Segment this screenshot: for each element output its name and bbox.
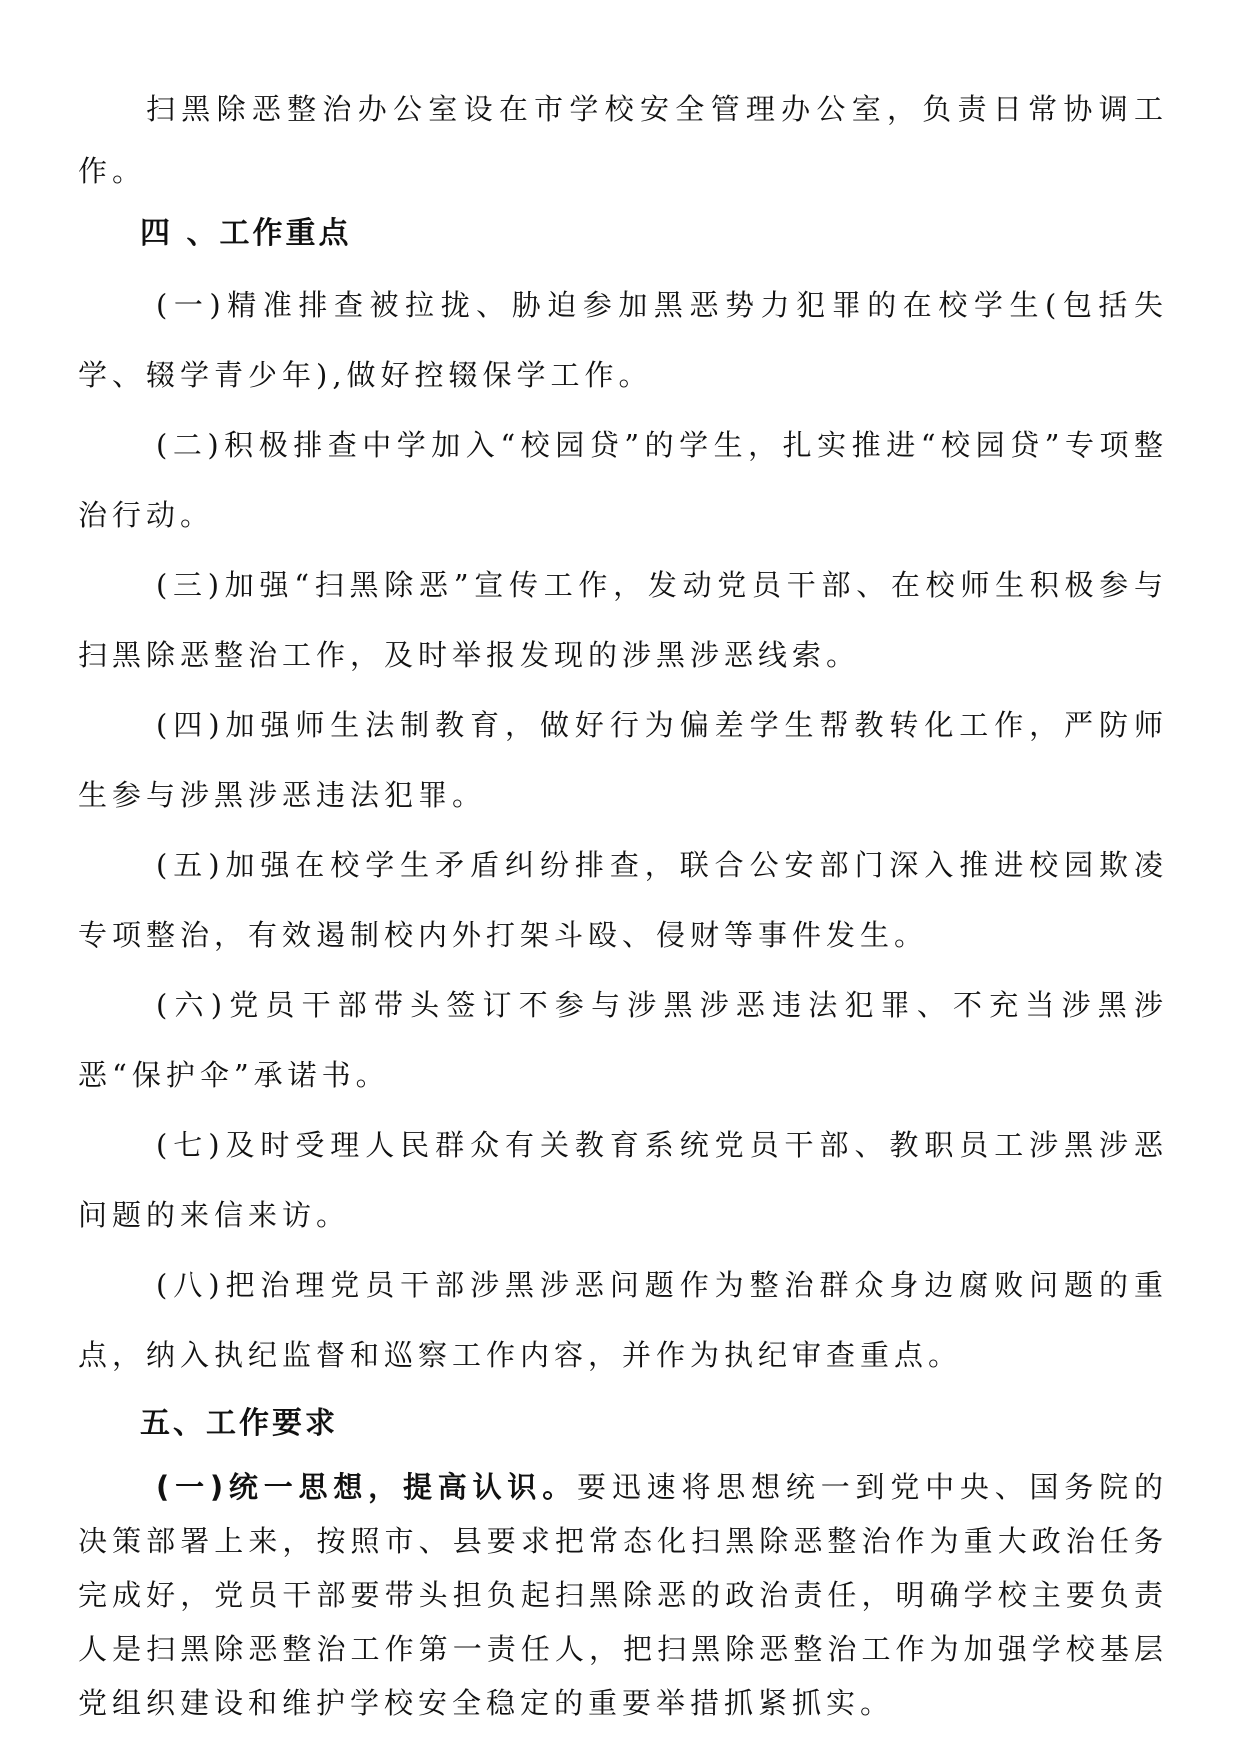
requirement-1-body: 要迅速将思想统一到党中央、国务院的决策部署上来，按照市、县要求把常态化扫黑除恶整治作为重大政治任务完成好，党员干部要带头担负起扫黑除恶的政治责任，明确学校主要负责人是扫黑除恶整治工作第一责任人，把扫黑除恶整治工作为加强学校基层党组织建设和维护学校安全稳定的重要举措抓紧抓实。 — [78, 1470, 1168, 1720]
section-4-item-6: (六)党员干部带头签订不参与涉黑涉恶违法犯罪、不充当涉黑涉恶“保护伞”承诺书。 — [78, 988, 1168, 1092]
section-5-requirement-1 — [78, 1460, 1168, 1730]
section-4-item-5: (五)加强在校学生矛盾纠纷排查，联合公安部门深入推进校园欺凌专项整治，有效遏制校内外打架斗殴、侵财等事件发生。 — [78, 848, 1168, 952]
section-4-item-2: (二)积极排查中学加入“校园贷”的学生，扎实推进“校园贷”专项整治行动。 — [78, 428, 1168, 532]
section-4-item-7: (七)及时受理人民群众有关教育系统党员干部、教职员工涉黑涉恶问题的来信来访。 — [78, 1128, 1168, 1232]
document-page — [78, 78, 1168, 1730]
requirement-1-lead: (一)统一思想，提高认识。 — [156, 1470, 578, 1504]
section-4-item-3: (三)加强“扫黑除恶”宣传工作，发动党员干部、在校师生积极参与扫黑除恶整治工作，及时举报发现的涉黑涉恶线索。 — [78, 568, 1168, 672]
section-4-item-4: (四)加强师生法制教育，做好行为偏差学生帮教转化工作，严防师生参与涉黑涉恶违法犯罪。 — [78, 708, 1168, 812]
section-5-heading: 五、工作要求 — [140, 1406, 338, 1441]
intro-paragraph: 扫黑除恶整治办公室设在市学校安全管理办公室，负责日常协调工作。 — [78, 92, 1168, 188]
section-4-heading: 四 、工作重点 — [140, 216, 352, 251]
section-4-item-8: (八)把治理党员干部涉黑涉恶问题作为整治群众身边腐败问题的重点，纳入执纪监督和巡察工作内容，并作为执纪审查重点。 — [78, 1268, 1168, 1372]
section-4-item-1: (一)精准排查被拉拢、胁迫参加黑恶势力犯罪的在校学生(包括失学、辍学青少年),做好控辍保学工作。 — [78, 288, 1168, 392]
